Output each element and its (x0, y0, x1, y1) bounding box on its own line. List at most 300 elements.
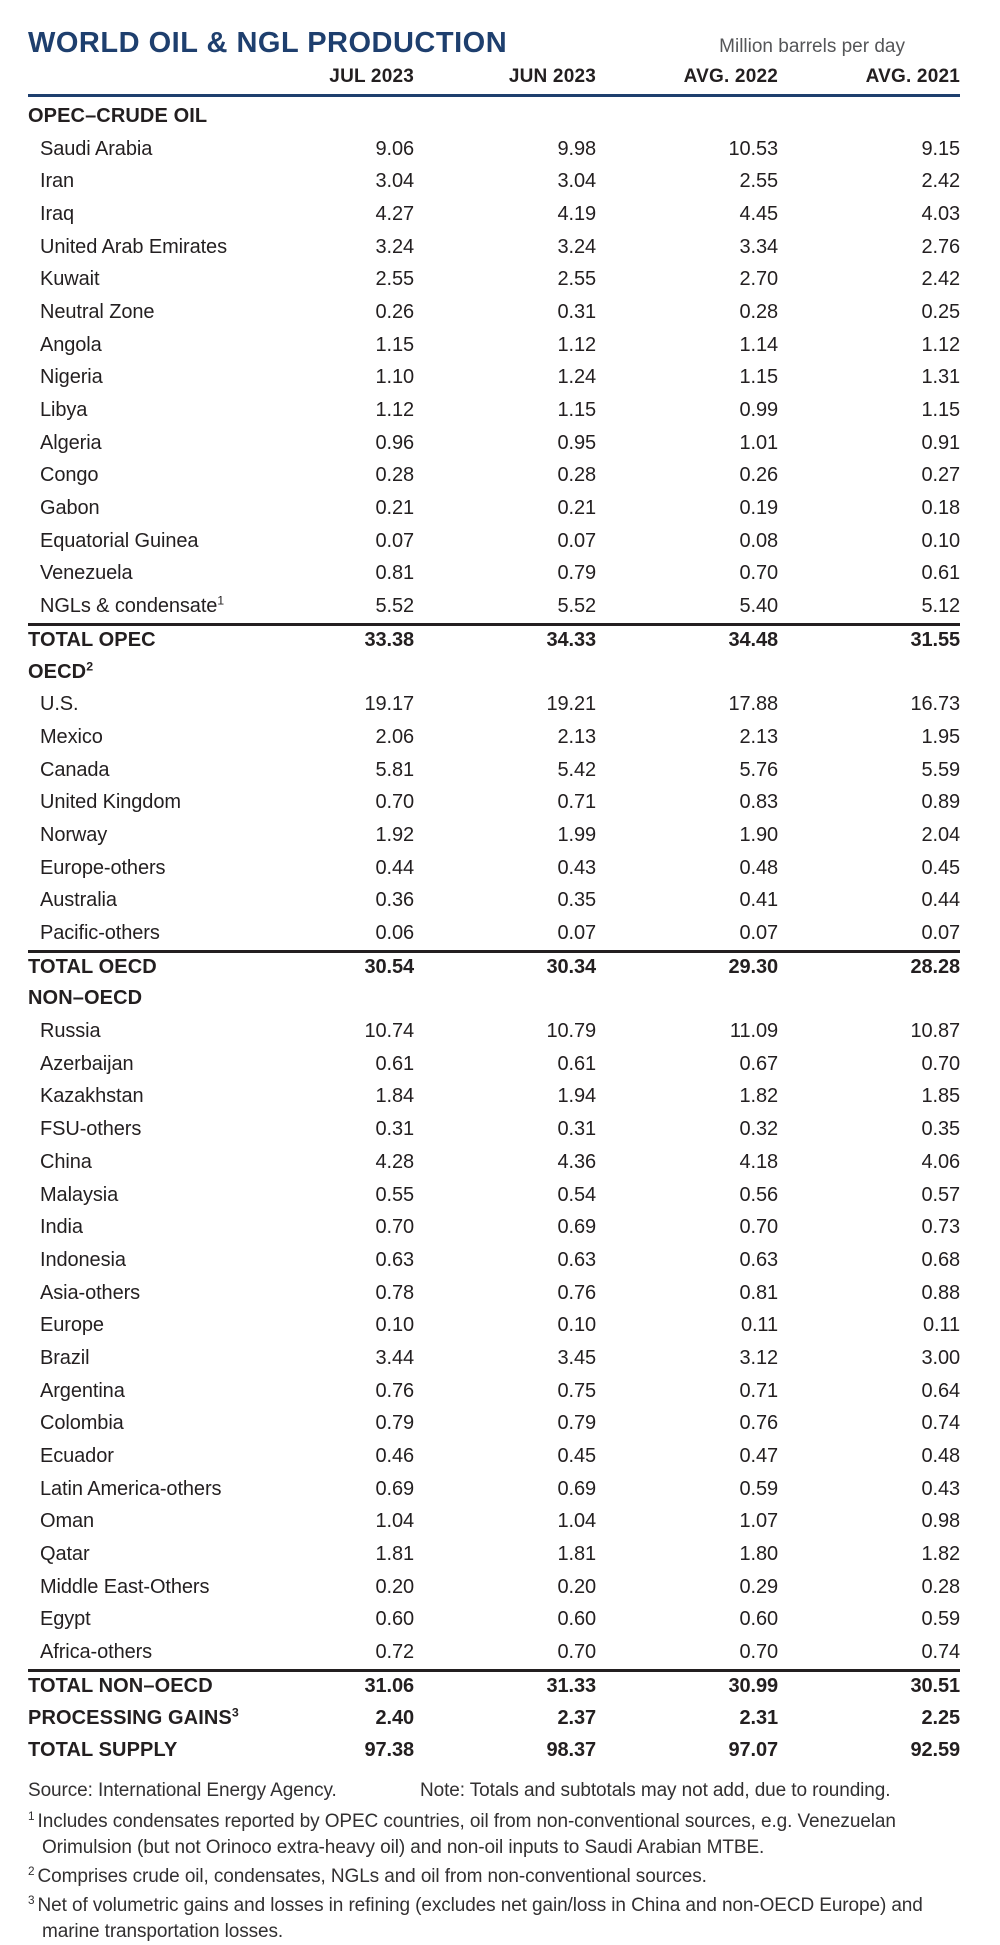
row-value: 0.74 (921, 1641, 960, 1664)
row-value: 4.45 (739, 202, 778, 225)
row-value: 3.00 (921, 1346, 960, 1369)
row-value: 33.38 (364, 629, 414, 652)
row-label: Kazakhstan (40, 1085, 144, 1108)
row-value: 1.10 (375, 366, 414, 389)
total-row (28, 950, 960, 983)
row-value: 0.79 (375, 1412, 414, 1435)
table-row (28, 460, 960, 493)
row-label: Latin America-others (40, 1477, 222, 1500)
row-value: 0.70 (921, 1052, 960, 1075)
row-value: 0.83 (739, 791, 778, 814)
footnote-2-text: Comprises crude oil, condensates, NGLs and oil from non-conventional sources. (37, 1866, 707, 1888)
row-value: 0.26 (739, 464, 778, 487)
row-label: Australia (40, 889, 117, 912)
row-value: 2.37 (557, 1706, 596, 1729)
row-value: 19.21 (546, 693, 596, 716)
row-value: 0.46 (375, 1445, 414, 1468)
row-value: 0.91 (921, 431, 960, 454)
row-value: 0.45 (921, 856, 960, 879)
row-value: 0.11 (922, 1314, 960, 1337)
row-value: 0.43 (921, 1477, 960, 1500)
row-label: Mexico (40, 725, 103, 748)
row-label: India (40, 1216, 83, 1239)
row-label: TOTAL OECD (28, 956, 157, 979)
row-value: 0.57 (921, 1183, 960, 1206)
row-value: 0.44 (921, 889, 960, 912)
page-title: WORLD OIL & NGL PRODUCTION (28, 27, 508, 59)
row-value: 4.36 (557, 1150, 596, 1173)
table-footer (28, 1776, 960, 1945)
footnote-marker: 1 (217, 593, 225, 608)
footnote-3 (28, 1893, 960, 1945)
row-label: U.S. (40, 693, 79, 716)
row-value: 0.55 (375, 1183, 414, 1206)
row-value: 0.48 (739, 856, 778, 879)
row-label: NON–OECD (28, 987, 143, 1010)
total-row (28, 1734, 960, 1767)
row-value: 30.51 (910, 1675, 960, 1698)
row-value: 0.35 (557, 889, 596, 912)
row-value: 5.81 (375, 758, 414, 781)
table-row (28, 917, 960, 950)
row-value: 92.59 (910, 1739, 960, 1762)
row-value: 28.28 (910, 956, 960, 979)
row-value: 0.28 (557, 464, 596, 487)
row-value: 1.12 (921, 333, 960, 356)
row-label: Azerbaijan (40, 1052, 134, 1075)
row-value: 1.31 (921, 366, 960, 389)
row-value: 34.33 (546, 629, 596, 652)
row-label: Nigeria (40, 366, 103, 389)
row-value: 0.54 (557, 1183, 596, 1206)
row-label: Algeria (40, 431, 102, 454)
column-header-row (28, 60, 960, 97)
row-value: 1.04 (557, 1510, 596, 1533)
section-row (28, 656, 960, 689)
row-value: 0.67 (739, 1052, 778, 1075)
row-label: TOTAL OPEC (28, 629, 156, 652)
table-row (28, 1146, 960, 1179)
row-value: 0.19 (739, 497, 778, 520)
footnote-3-marker: 3 (28, 1893, 35, 1907)
row-label: TOTAL SUPPLY (28, 1739, 178, 1762)
table-row (28, 1440, 960, 1473)
row-label: Angola (40, 333, 102, 356)
row-value: 0.59 (739, 1477, 778, 1500)
row-value: 0.60 (375, 1608, 414, 1631)
row-value: 9.98 (557, 137, 596, 160)
row-value: 0.43 (557, 856, 596, 879)
row-value: 4.06 (921, 1150, 960, 1173)
row-value: 4.03 (921, 202, 960, 225)
row-value: 10.87 (910, 1020, 960, 1043)
row-value: 10.74 (364, 1020, 414, 1043)
row-value: 1.90 (739, 823, 778, 846)
row-value: 0.45 (557, 1445, 596, 1468)
table-row (28, 1211, 960, 1244)
row-value: 31.33 (546, 1675, 596, 1698)
row-label: Canada (40, 758, 110, 781)
footnote-1 (28, 1809, 960, 1861)
row-value: 1.04 (375, 1510, 414, 1533)
row-value: 0.61 (557, 1052, 596, 1075)
row-value: 0.69 (557, 1477, 596, 1500)
row-value: 0.07 (557, 529, 596, 552)
row-value: 5.52 (375, 595, 414, 618)
row-value: 2.40 (375, 1706, 414, 1729)
row-value: 1.81 (557, 1543, 596, 1566)
row-value: 97.07 (728, 1739, 778, 1762)
column-header-avg-2021: AVG. 2021 (865, 66, 960, 87)
row-label: TOTAL NON–OECD (28, 1675, 213, 1698)
table-row (28, 1636, 960, 1669)
row-value: 30.54 (364, 956, 414, 979)
row-value: 0.41 (739, 889, 778, 912)
row-value: 0.71 (557, 791, 596, 814)
table-row (28, 1473, 960, 1506)
table-row (28, 296, 960, 329)
row-value: 0.73 (921, 1216, 960, 1239)
row-value: 0.56 (739, 1183, 778, 1206)
row-value: 1.94 (557, 1085, 596, 1108)
row-value: 2.42 (921, 170, 960, 193)
row-value: 1.24 (557, 366, 596, 389)
footnote-marker: 2 (86, 658, 94, 673)
row-value: 0.71 (739, 1379, 778, 1402)
table-row (28, 263, 960, 296)
row-value: 3.04 (375, 170, 414, 193)
footnote-marker: 3 (231, 1704, 239, 1719)
row-value: 2.13 (557, 725, 596, 748)
row-label: Europe-others (40, 856, 166, 879)
row-value: 0.25 (921, 300, 960, 323)
masthead (28, 16, 960, 60)
row-value: 2.76 (921, 235, 960, 258)
row-label: Kuwait (40, 268, 100, 291)
row-value: 0.07 (921, 922, 960, 945)
row-value: 0.99 (739, 399, 778, 422)
row-value: 9.15 (921, 137, 960, 160)
row-value: 1.12 (375, 399, 414, 422)
table-row (28, 1277, 960, 1310)
table-row (28, 1506, 960, 1539)
row-value: 0.78 (375, 1281, 414, 1304)
row-value: 4.28 (375, 1150, 414, 1173)
row-label: Egypt (40, 1608, 91, 1631)
row-value: 34.48 (728, 629, 778, 652)
row-value: 1.12 (557, 333, 596, 356)
row-value: 0.29 (739, 1575, 778, 1598)
row-label: United Kingdom (40, 791, 181, 814)
row-value: 0.28 (375, 464, 414, 487)
row-value: 1.92 (375, 823, 414, 846)
table-row (28, 133, 960, 166)
row-value: 1.15 (375, 333, 414, 356)
row-value: 0.69 (375, 1477, 414, 1500)
row-value: 5.12 (921, 595, 960, 618)
row-value: 0.76 (739, 1412, 778, 1435)
row-label: Ecuador (40, 1445, 114, 1468)
row-value: 5.40 (739, 595, 778, 618)
row-value: 0.70 (557, 1641, 596, 1664)
row-value: 0.81 (375, 562, 414, 585)
row-value: 1.84 (375, 1085, 414, 1108)
row-value: 0.70 (375, 791, 414, 814)
row-value: 1.15 (921, 399, 960, 422)
row-value: 98.37 (546, 1739, 596, 1762)
column-header-jun-2023: JUN 2023 (508, 66, 596, 87)
source-text: Source: International Energy Agency. (28, 1780, 337, 1802)
total-row (28, 1702, 960, 1735)
table-row (28, 852, 960, 885)
column-header-avg-2022: AVG. 2022 (683, 66, 778, 87)
row-label: Saudi Arabia (40, 137, 153, 160)
footnote-1-text: Includes condensates reported by OPEC countries, oil from non-conventional sources, e.g. Venezuelan Orimulsion (but not Orinoco extra-heavy oil) and non-oil inputs to Saudi Arabian MTBE. (37, 1811, 896, 1859)
row-value: 0.95 (557, 431, 596, 454)
row-label: Russia (40, 1020, 101, 1043)
row-value: 0.70 (375, 1216, 414, 1239)
row-value: 0.70 (739, 1641, 778, 1664)
row-label: Equatorial Guinea (40, 529, 199, 552)
row-value: 0.64 (921, 1379, 960, 1402)
row-label: Congo (40, 464, 99, 487)
row-label: Brazil (40, 1346, 90, 1369)
row-label: Argentina (40, 1379, 125, 1402)
row-value: 2.31 (739, 1706, 778, 1729)
table-row (28, 885, 960, 918)
table-row (28, 525, 960, 558)
row-value: 0.11 (740, 1314, 778, 1337)
row-value: 0.31 (557, 300, 596, 323)
row-value: 0.63 (557, 1248, 596, 1271)
footnote-2 (28, 1864, 960, 1890)
row-value: 0.70 (739, 562, 778, 585)
row-value: 1.81 (375, 1543, 414, 1566)
row-value: 5.59 (921, 758, 960, 781)
row-value: 0.81 (739, 1281, 778, 1304)
table-row (28, 1113, 960, 1146)
row-value: 30.34 (546, 956, 596, 979)
row-label: Iraq (40, 202, 75, 225)
row-value: 0.70 (739, 1216, 778, 1239)
row-value: 0.69 (557, 1216, 596, 1239)
row-value: 0.44 (375, 856, 414, 879)
row-value: 0.06 (375, 922, 414, 945)
row-value: 1.07 (739, 1510, 778, 1533)
row-value: 0.20 (375, 1575, 414, 1598)
row-value: 0.27 (921, 464, 960, 487)
row-value: 4.27 (375, 202, 414, 225)
row-value: 0.60 (557, 1608, 596, 1631)
row-value: 0.36 (375, 889, 414, 912)
row-value: 0.60 (739, 1608, 778, 1631)
row-value: 0.48 (921, 1445, 960, 1468)
table-row (28, 1408, 960, 1441)
row-value: 0.72 (375, 1641, 414, 1664)
row-value: 0.76 (375, 1379, 414, 1402)
column-header-jul-2023: JUL 2023 (329, 66, 414, 87)
table-row (28, 362, 960, 395)
row-label: FSU-others (40, 1118, 142, 1141)
row-label: Qatar (40, 1543, 90, 1566)
row-value: 2.70 (739, 268, 778, 291)
row-label: United Arab Emirates (40, 235, 227, 258)
table-row (28, 1309, 960, 1342)
row-value: 2.25 (921, 1706, 960, 1729)
table-row (28, 754, 960, 787)
table-row (28, 427, 960, 460)
row-value: 1.95 (921, 725, 960, 748)
row-value: 0.79 (557, 1412, 596, 1435)
units-label: Million barrels per day (719, 36, 905, 57)
table-row (28, 1342, 960, 1375)
row-value: 3.34 (739, 235, 778, 258)
row-label: NGLs & condensate$^1$ (40, 593, 225, 618)
row-value: 2.55 (739, 170, 778, 193)
table-row (28, 786, 960, 819)
row-label: PROCESSING GAINS$^3$ (28, 1704, 239, 1729)
row-value: 1.15 (557, 399, 596, 422)
table-row (28, 1179, 960, 1212)
table-row (28, 165, 960, 198)
row-value: 1.82 (739, 1085, 778, 1108)
row-value: 1.14 (739, 333, 778, 356)
table-row (28, 492, 960, 525)
row-label: Venezuela (40, 562, 133, 585)
table-row (28, 819, 960, 852)
row-value: 0.63 (739, 1248, 778, 1271)
row-value: 0.10 (375, 1314, 414, 1337)
row-value: 11.09 (729, 1020, 778, 1043)
row-value: 0.31 (557, 1118, 596, 1141)
table-row (28, 329, 960, 362)
row-value: 1.82 (921, 1543, 960, 1566)
row-value: 19.17 (364, 693, 414, 716)
note-text: Note: Totals and subtotals may not add, due to rounding. (420, 1780, 891, 1802)
row-value: 3.12 (739, 1346, 778, 1369)
row-label: Libya (40, 399, 88, 422)
section-row (28, 983, 960, 1016)
row-value: 0.26 (375, 300, 414, 323)
row-value: 2.13 (739, 725, 778, 748)
row-value: 3.44 (375, 1346, 414, 1369)
row-value: 31.55 (910, 629, 960, 652)
row-value: 0.96 (375, 431, 414, 454)
row-label: Indonesia (40, 1248, 126, 1271)
table-row (28, 1244, 960, 1277)
row-label: Iran (40, 170, 75, 193)
footnote-1-marker: 1 (28, 1809, 35, 1823)
row-value: 4.19 (557, 202, 596, 225)
row-value: 3.45 (557, 1346, 596, 1369)
row-label: China (40, 1150, 92, 1173)
table-body (28, 97, 960, 1767)
row-value: 0.47 (739, 1445, 778, 1468)
table-row (28, 394, 960, 427)
row-value: 0.10 (921, 529, 960, 552)
section-row (28, 100, 960, 133)
row-label: Malaysia (40, 1183, 119, 1206)
row-value: 1.85 (921, 1085, 960, 1108)
row-value: 9.06 (375, 137, 414, 160)
row-value: 5.76 (739, 758, 778, 781)
table-row (28, 558, 960, 591)
row-value: 2.06 (375, 725, 414, 748)
row-value: 1.80 (739, 1543, 778, 1566)
footnote-2-marker: 2 (28, 1864, 35, 1878)
table-row (28, 721, 960, 754)
table-row (28, 590, 960, 623)
row-value: 31.06 (364, 1675, 414, 1698)
row-value: 0.61 (921, 562, 960, 585)
row-value: 2.55 (557, 268, 596, 291)
row-value: 10.53 (728, 137, 778, 160)
row-value: 0.10 (557, 1314, 596, 1337)
row-value: 0.07 (557, 922, 596, 945)
row-label: Africa-others (40, 1641, 153, 1664)
row-value: 3.24 (557, 235, 596, 258)
row-value: 0.59 (921, 1608, 960, 1631)
row-value: 30.99 (728, 1675, 778, 1698)
footnote-3-text: Net of volumetric gains and losses in refining (excludes net gain/loss in China and non-OECD Europe) and marine transportation losses. (37, 1895, 923, 1943)
row-value: 17.88 (728, 693, 778, 716)
row-label: Europe (40, 1314, 104, 1337)
row-value: 3.04 (557, 170, 596, 193)
row-label: Norway (40, 823, 108, 846)
row-value: 0.28 (921, 1575, 960, 1598)
row-value: 0.76 (557, 1281, 596, 1304)
row-value: 0.32 (739, 1118, 778, 1141)
total-row (28, 623, 960, 656)
row-value: 2.04 (921, 823, 960, 846)
row-value: 1.01 (739, 431, 778, 454)
row-value: 0.08 (739, 529, 778, 552)
row-label: OPEC–CRUDE OIL (28, 104, 208, 127)
row-value: 5.42 (557, 758, 596, 781)
row-label: OECD$^2$ (28, 658, 94, 683)
row-label: Oman (40, 1510, 95, 1533)
row-value: 10.79 (546, 1020, 596, 1043)
table-row (28, 1081, 960, 1114)
table-row (28, 1015, 960, 1048)
row-value: 16.73 (910, 693, 960, 716)
source-note-row (28, 1776, 960, 1806)
table-row (28, 1604, 960, 1637)
row-value: 0.31 (375, 1118, 414, 1141)
row-value: 0.21 (557, 497, 596, 520)
row-value: 0.28 (739, 300, 778, 323)
table-row (28, 1571, 960, 1604)
table-row (28, 198, 960, 231)
row-label: Pacific-others (40, 922, 160, 945)
row-value: 0.20 (557, 1575, 596, 1598)
row-value: 0.63 (375, 1248, 414, 1271)
row-label: Gabon (40, 497, 100, 520)
row-value: 2.42 (921, 268, 960, 291)
row-value: 3.24 (375, 235, 414, 258)
table-row (28, 1048, 960, 1081)
row-label: Colombia (40, 1412, 124, 1435)
table-row (28, 231, 960, 264)
row-value: 1.15 (739, 366, 778, 389)
row-value: 5.52 (557, 595, 596, 618)
row-value: 0.07 (375, 529, 414, 552)
row-value: 0.89 (921, 791, 960, 814)
table-row (28, 688, 960, 721)
row-label: Neutral Zone (40, 300, 155, 323)
row-value: 0.88 (921, 1281, 960, 1304)
row-value: 0.21 (375, 497, 414, 520)
